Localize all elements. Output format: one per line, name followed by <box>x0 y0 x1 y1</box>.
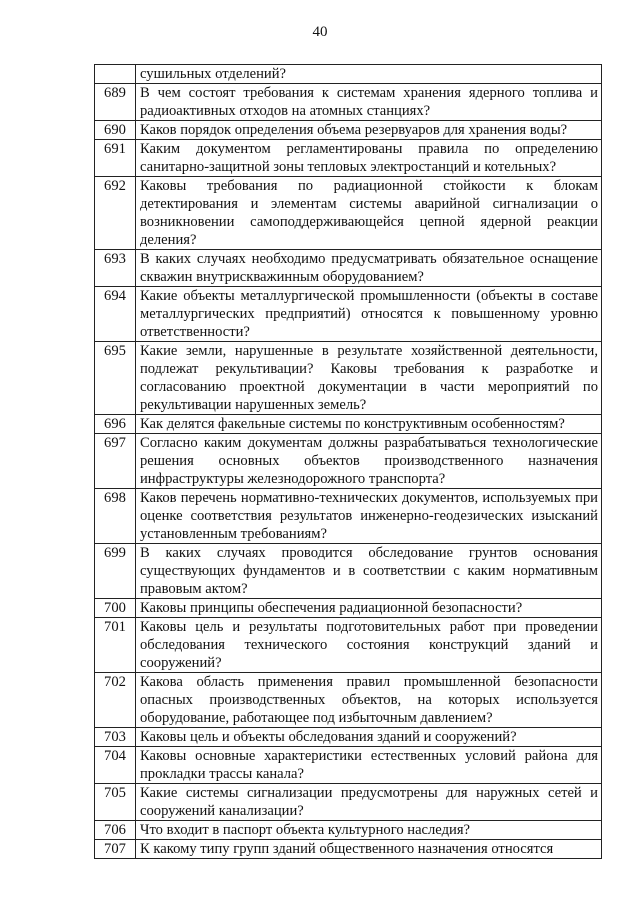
question-text: К какому типу групп зданий общественного назначения относятся <box>136 840 602 859</box>
question-number: 698 <box>95 489 136 544</box>
question-number: 697 <box>95 434 136 489</box>
question-row <box>95 65 602 84</box>
question-row <box>95 599 602 618</box>
question-number: 699 <box>95 544 136 599</box>
question-row <box>95 673 602 728</box>
question-text: Какова область применения правил промышленной безопасности опасных производственных объектов, на которых используется оборудование, работающее под избыточным давлением? <box>136 673 602 728</box>
question-row <box>95 747 602 784</box>
question-number: 707 <box>95 840 136 859</box>
question-row <box>95 618 602 673</box>
question-text: Каковы цель и объекты обследования зданий и сооружений? <box>136 728 602 747</box>
question-row <box>95 728 602 747</box>
question-text: Как делятся факельные системы по конструктивным особенностям? <box>136 415 602 434</box>
question-text: Каков порядок определения объема резервуаров для хранения воды? <box>136 121 602 140</box>
question-text: сушильных отделений? <box>136 65 602 84</box>
question-row <box>95 434 602 489</box>
questions-table-body <box>95 65 602 859</box>
question-row <box>95 342 602 415</box>
question-number: 705 <box>95 784 136 821</box>
question-text: Каковы цель и результаты подготовительных работ при проведении обследования технического состояния конструкций зданий и сооружений? <box>136 618 602 673</box>
question-number: 692 <box>95 177 136 250</box>
question-text: Каковы требования по радиационной стойкости к блокам детектирования и элементам системы аварийной сигнализации о возникновении самоподдерживающейся цепной ядерной реакции деления? <box>136 177 602 250</box>
question-row <box>95 177 602 250</box>
question-text: Какие системы сигнализации предусмотрены для наружных сетей и сооружений канализации? <box>136 784 602 821</box>
question-text: В каких случаях необходимо предусматривать обязательное оснащение скважин внутрискважинным оборудованием? <box>136 250 602 287</box>
question-number: 690 <box>95 121 136 140</box>
question-row <box>95 140 602 177</box>
question-number: 700 <box>95 599 136 618</box>
question-number: 693 <box>95 250 136 287</box>
question-text: Какие земли, нарушенные в результате хозяйственной деятельности, подлежат рекультивации? Каковы требования к разработке и согласованию проектной документации в части мероприятий по рекультивации нарушенных земель? <box>136 342 602 415</box>
question-number: 702 <box>95 673 136 728</box>
page-number: 40 <box>312 24 328 40</box>
question-row <box>95 544 602 599</box>
question-row <box>95 287 602 342</box>
question-row <box>95 250 602 287</box>
question-text: Каковы основные характеристики естественных условий района для прокладки трассы канала? <box>136 747 602 784</box>
question-text: Согласно каким документам должны разрабатываться технологические решения основных объектов производственного назначения инфраструктуры железнодорожного транспорта? <box>136 434 602 489</box>
question-number <box>95 65 136 84</box>
question-number: 695 <box>95 342 136 415</box>
question-row <box>95 84 602 121</box>
question-text: Что входит в паспорт объекта культурного наследия? <box>136 821 602 840</box>
question-text: В каких случаях проводится обследование грунтов основания существующих фундаментов и в соответствии с каким нормативным правовым актом? <box>136 544 602 599</box>
question-row <box>95 489 602 544</box>
question-number: 694 <box>95 287 136 342</box>
question-row <box>95 415 602 434</box>
question-text: Каким документом регламентированы правила по определению санитарно-защитной зоны тепловых электростанций и котельных? <box>136 140 602 177</box>
question-number: 696 <box>95 415 136 434</box>
question-number: 706 <box>95 821 136 840</box>
question-text: Каковы принципы обеспечения радиационной безопасности? <box>136 599 602 618</box>
question-row <box>95 840 602 859</box>
question-number: 691 <box>95 140 136 177</box>
question-text: В чем состоят требования к системам хранения ядерного топлива и радиоактивных отходов на атомных станциях? <box>136 84 602 121</box>
question-row <box>95 821 602 840</box>
question-text: Какие объекты металлургической промышленности (объекты в составе металлургических предприятий) относятся к повышенному уровню ответственности? <box>136 287 602 342</box>
question-row <box>95 121 602 140</box>
question-text: Каков перечень нормативно-технических документов, используемых при оценке соответствия результатов инженерно-геодезических изысканий установленным требованиям? <box>136 489 602 544</box>
question-number: 701 <box>95 618 136 673</box>
question-row <box>95 784 602 821</box>
question-number: 689 <box>95 84 136 121</box>
questions-table <box>94 64 602 859</box>
question-number: 704 <box>95 747 136 784</box>
question-number: 703 <box>95 728 136 747</box>
